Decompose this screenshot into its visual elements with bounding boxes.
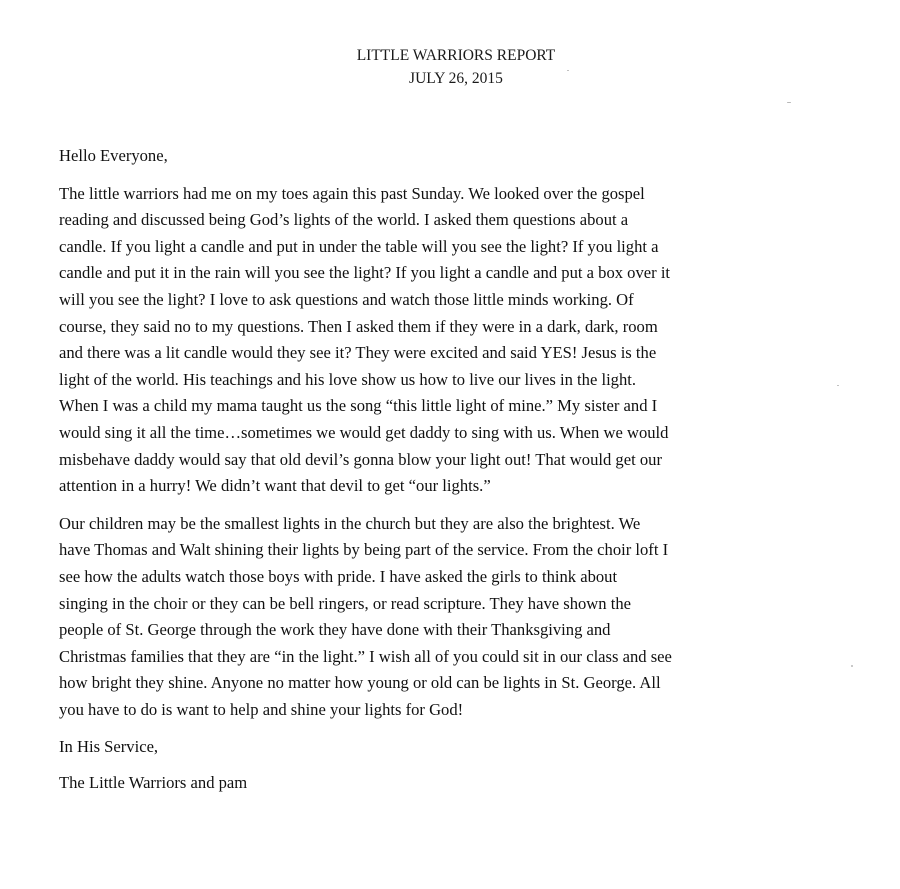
scan-speck (567, 70, 569, 71)
paragraph-line: you have to do is want to help and shine your lights for God! (59, 699, 464, 719)
paragraph-line: candle and put it in the rain will you see the light? If you light a candle and put a box over it (59, 263, 671, 283)
paragraph-line: candle. If you light a candle and put in under the table will you see the light? If you light a (59, 236, 659, 256)
paragraph-line: When I was a child my mama taught us the song “this little light of mine.” My sister and I (59, 396, 658, 416)
report-header (0, 44, 900, 90)
paragraph-1 (59, 181, 849, 500)
signature: The Little Warriors and pam (59, 773, 248, 793)
scan-speck (837, 385, 839, 386)
paragraph-line: see how the adults watch those boys with pride. I have asked the girls to think about (59, 566, 618, 586)
scan-speck (851, 665, 853, 667)
paragraph-line: light of the world. His teachings and his love show us how to live our lives in the light. (59, 369, 637, 389)
paragraph-line: singing in the choir or they can be bell ringers, or read scripture. They have shown the (59, 593, 632, 613)
greeting: Hello Everyone, (59, 146, 168, 165)
paragraph-line: will you see the light? I love to ask questions and watch those little minds working. Of (59, 289, 634, 309)
paragraph-line: how bright they shine. Anyone no matter how young or old can be lights in St. George. All (59, 673, 661, 693)
paragraph-line: have Thomas and Walt shining their lights by being part of the service. From the choir loft I (59, 540, 669, 560)
closing-spacer (59, 761, 849, 770)
paragraph-spacer (59, 500, 849, 511)
paragraph-line: The little warriors had me on my toes again this past Sunday. We looked over the gospel (59, 183, 645, 203)
closing: In His Service, (59, 737, 159, 757)
letter-body (59, 143, 849, 797)
paragraph-line: Christmas families that they are “in the light.” I wish all of you could sit in our class and see (59, 646, 672, 666)
report-title: LITTLE WARRIORS REPORT (356, 47, 556, 64)
paragraph-line: course, they said no to my questions. Then I asked them if they were in a dark, dark, room (59, 316, 658, 336)
paragraph-line: Our children may be the smallest lights in the church but they are also the brightest. We (59, 513, 641, 533)
paragraph-line: attention in a hurry! We didn’t want that devil to get “our lights.” (59, 476, 491, 496)
paragraph-line: reading and discussed being God’s lights of the world. I asked them questions about a (59, 210, 629, 230)
paragraph-line: misbehave daddy would say that old devil’s gonna blow your light out! That would get our (59, 449, 662, 469)
paragraph-line: and there was a lit candle would they see it? They were excited and said YES! Jesus is the (59, 343, 657, 363)
paragraph-spacer (59, 723, 849, 734)
paragraph-line: would sing it all the time…sometimes we would get daddy to sing with us. When we would (59, 422, 669, 442)
scan-speck (787, 102, 791, 103)
paragraph-2 (59, 511, 849, 724)
report-date: JULY 26, 2015 (409, 70, 503, 87)
paragraph-line: people of St. George through the work they have done with their Thanksgiving and (59, 620, 611, 640)
